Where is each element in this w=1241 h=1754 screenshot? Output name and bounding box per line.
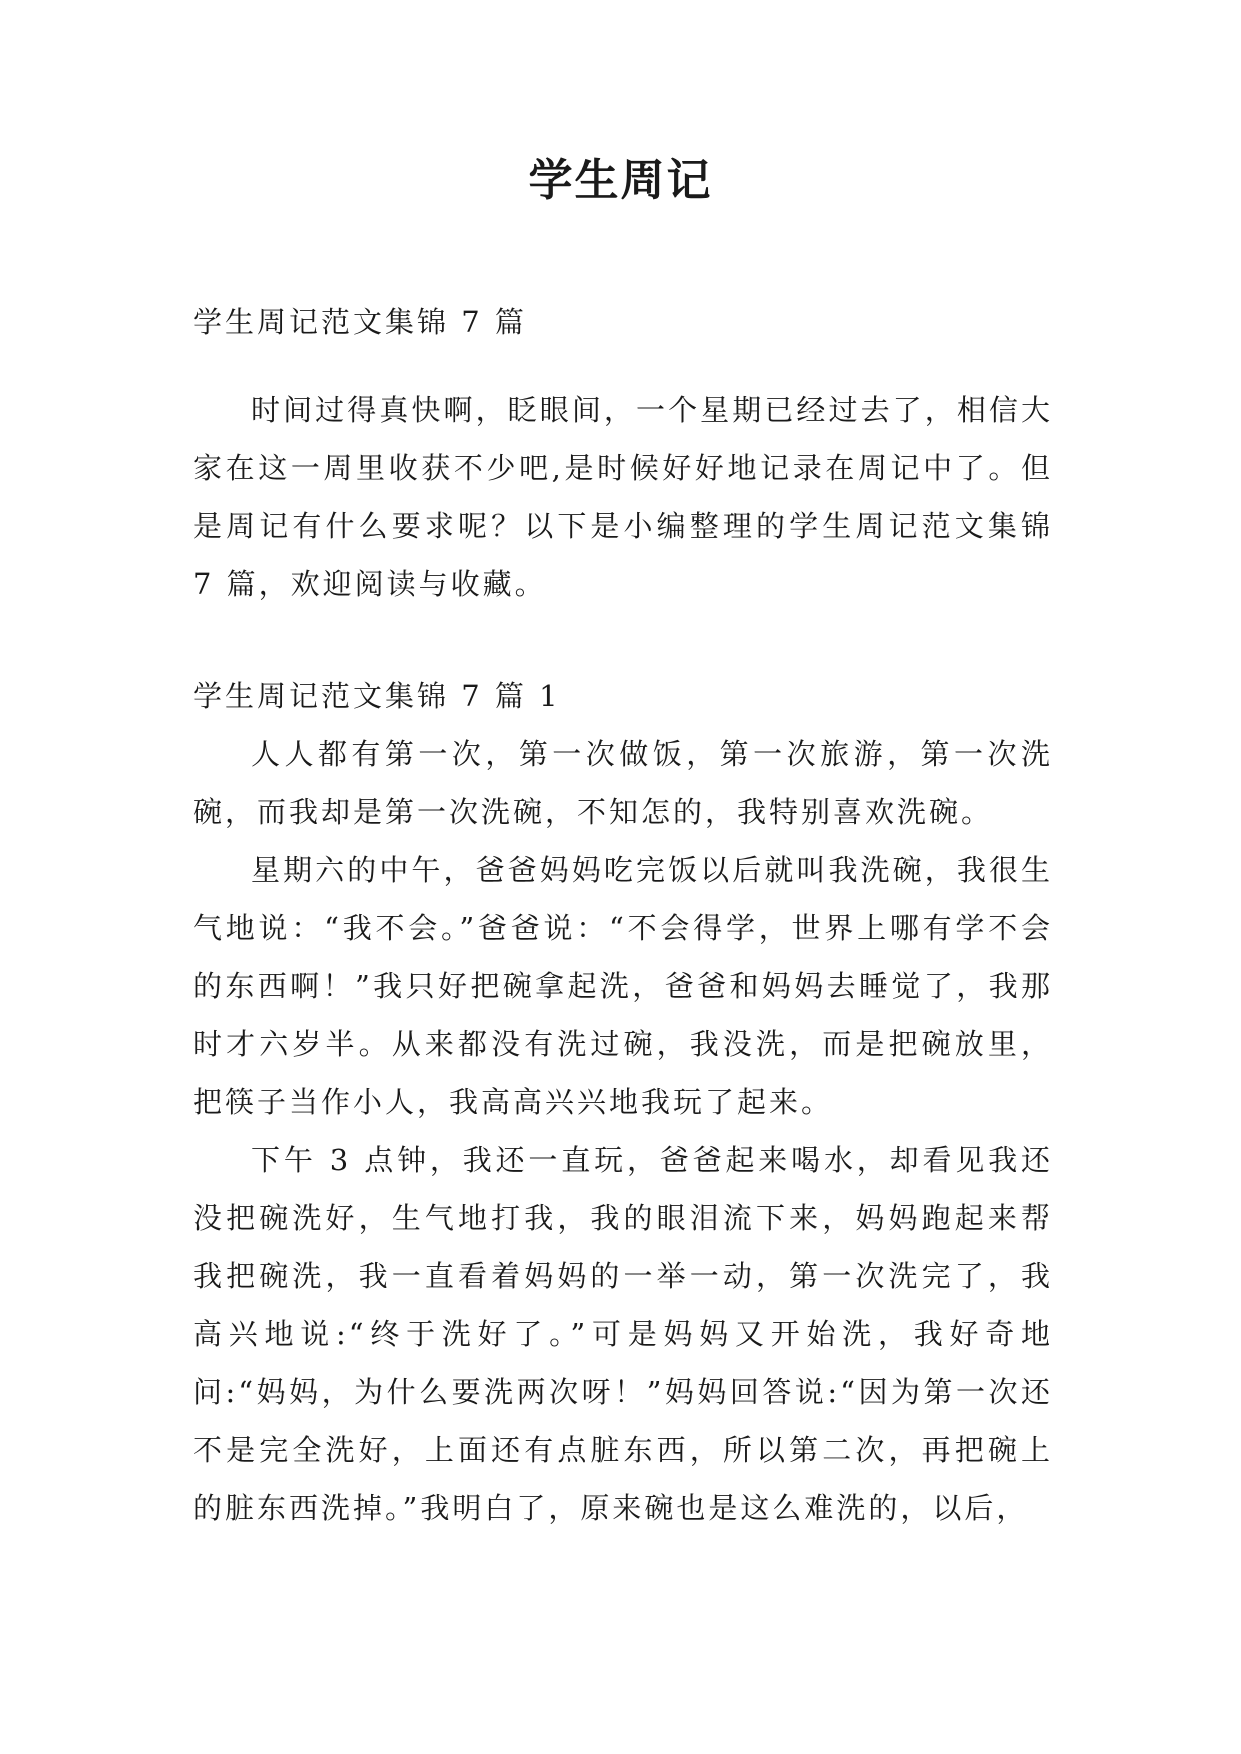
body-paragraph: 下午 3 点钟，我还一直玩，爸爸起来喝水，却看见我还没把碗洗好，生气地打我，我的眼泪流下来，妈妈跑起来帮我把碗洗，我一直看着妈妈的一举一动，第一次洗完了，我高兴地说:“终于洗好了。”可是妈妈又开始洗，我好奇地问:“妈妈，为什么要洗两次呀！”妈妈回答说:“因为第一次还不是完全洗好，上面还有点脏东西，所以第二次，再把碗上的脏东西洗掉。”我明白了，原来碗也是这么难洗的，以后，: [193, 1143, 1053, 1525]
section-heading: 学生周记范文集锦 7 篇 1: [193, 679, 561, 713]
spacer: [193, 351, 1053, 381]
document-title: 学生周记: [528, 155, 713, 206]
document-subtitle: 学生周记范文集锦 7 篇: [193, 305, 527, 339]
body-paragraph: 人人都有第一次，第一次做饭，第一次旅游，第一次洗碗，而我却是第一次洗碗，不知怎的，我特别喜欢洗碗。: [193, 737, 1053, 829]
document-body: [193, 293, 1053, 1537]
spacer: [193, 613, 1053, 667]
intro-paragraph: 时间过得真快啊，眨眼间，一个星期已经过去了，相信大家在这一周里收获不少吧,是时候好好地记录在周记中了。但是周记有什么要求呢？以下是小编整理的学生周记范文集锦 7 篇，欢迎阅读与收藏。: [193, 393, 1053, 601]
body-paragraph: 星期六的中午，爸爸妈妈吃完饭以后就叫我洗碗，我很生气地说：“我不会。”爸爸说：“不会得学，世界上哪有学不会的东西啊！”我只好把碗拿起洗，爸爸和妈妈去睡觉了，我那时才六岁半。从来都没有洗过碗，我没洗，而是把碗放里，把筷子当作小人，我高高兴兴地我玩了起来。: [193, 853, 1053, 1119]
